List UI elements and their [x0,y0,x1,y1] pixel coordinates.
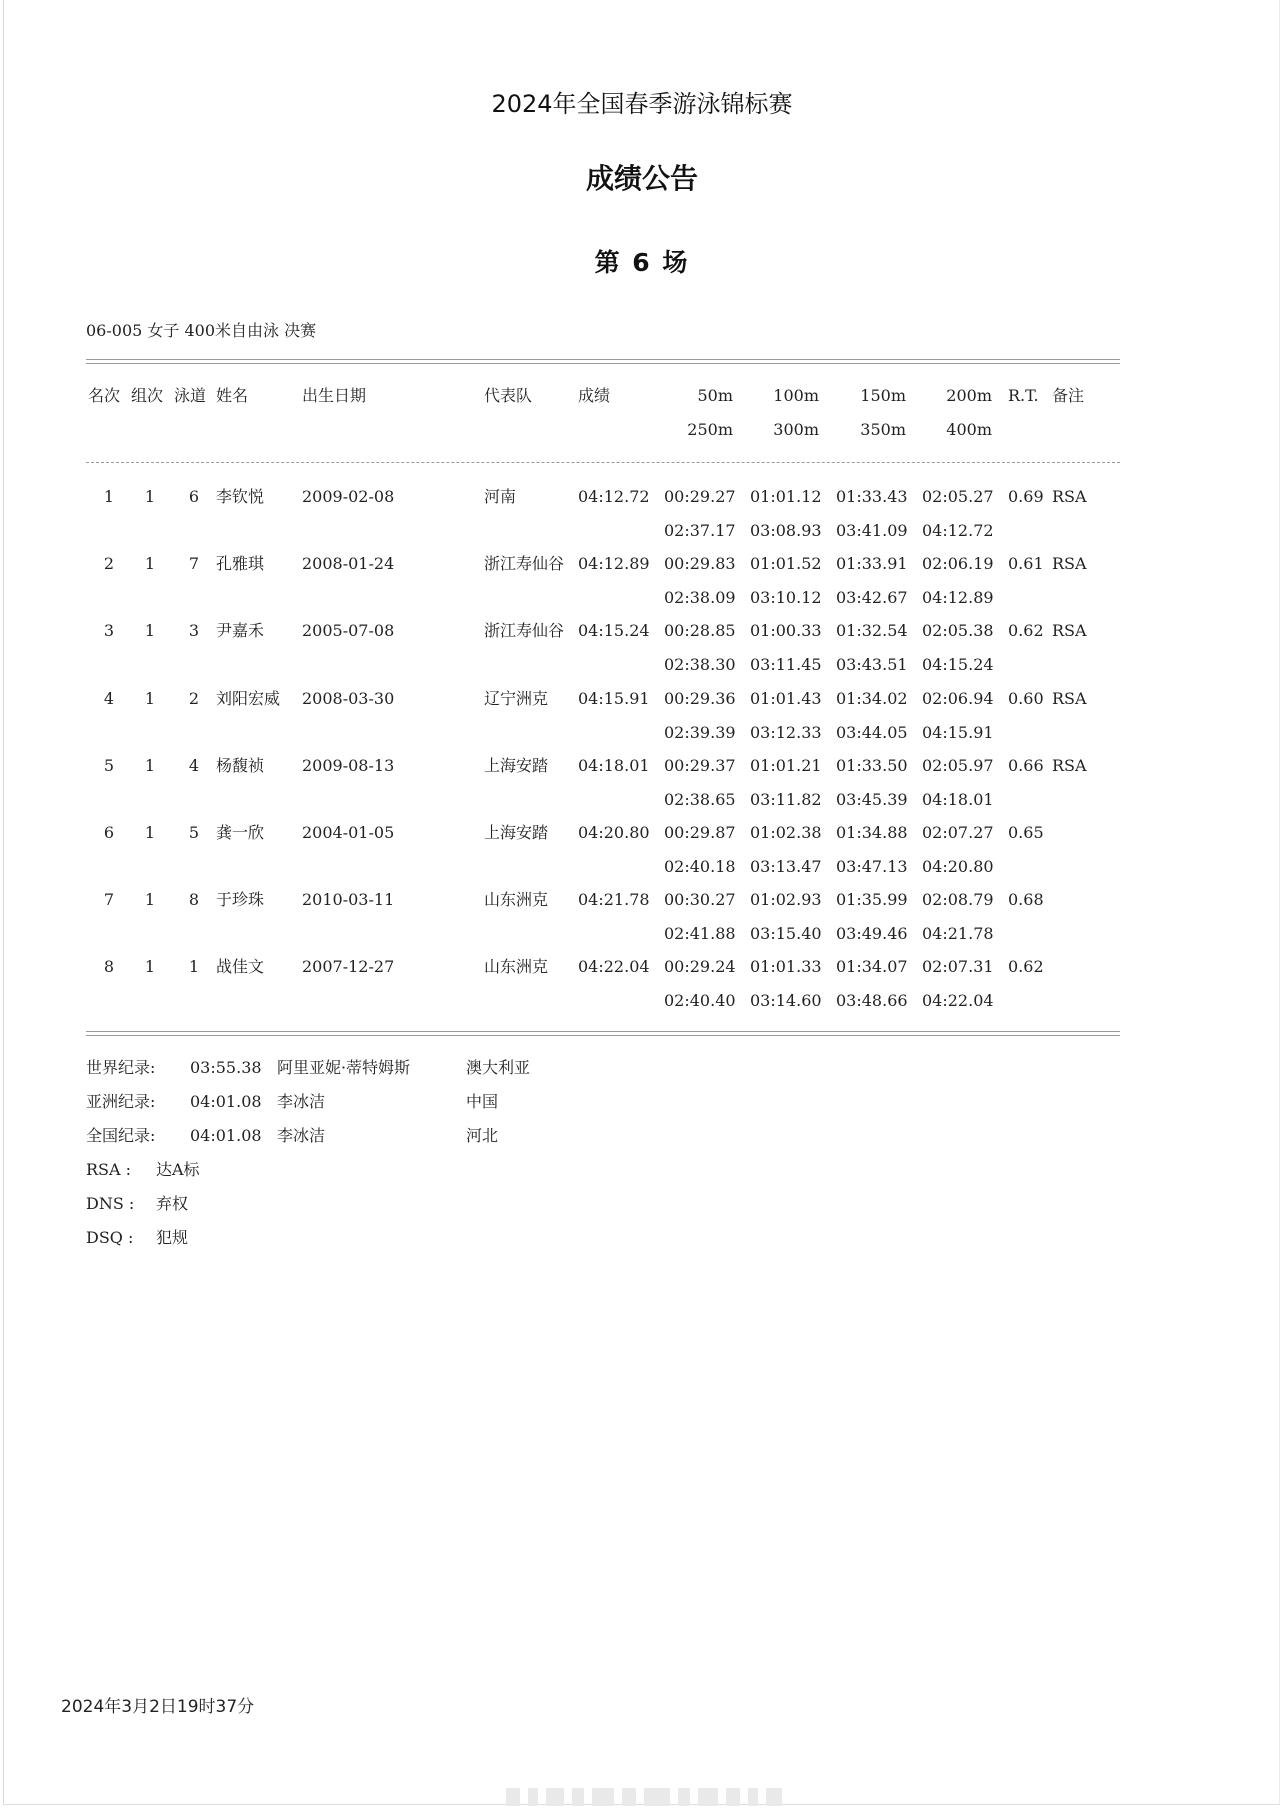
header-split-200m: 200m [946,386,992,405]
row-split-time: 04:22.04 [922,991,994,1011]
row-split-time: 03:11.45 [750,655,822,675]
row-split-time: 02:05.27 [922,487,994,506]
row-heat: 1 [144,957,156,977]
document-title: 2024年全国春季游泳锦标赛 [491,90,793,118]
header-split-300m: 300m [773,420,819,439]
row-result: 04:15.91 [578,688,650,708]
row-reaction-time: 0.61 [1008,554,1044,574]
row-split-time: 03:11.82 [750,789,822,809]
row-result: 04:18.01 [578,755,650,775]
row-split-time: 03:15.40 [750,924,822,944]
row-split-time: 04:12.72 [922,521,994,540]
scroll-tick [622,1788,636,1806]
row-split-time: 03:13.47 [750,857,822,876]
row-split-time: 02:07.27 [922,823,994,842]
row-swimmer-name: 龚一欣 [216,823,265,842]
record-team: 澳大利亚 [466,1058,531,1077]
row-split-time: 00:28.85 [664,621,736,641]
row-note: RSA [1052,487,1087,506]
row-split-time: 02:06.19 [922,554,994,574]
row-reaction-time: 0.69 [1008,487,1044,506]
scroll-tick [506,1788,520,1806]
record-holder: 李冰洁 [277,1092,326,1111]
row-birth-date: 2007-12-27 [302,957,395,977]
session-label: 第 6 场 [594,248,690,277]
row-birth-date: 2004-01-05 [302,823,395,842]
row-reaction-time: 0.62 [1008,957,1044,977]
row-split-time: 00:29.37 [664,755,736,775]
legend-code: DSQ : [86,1228,134,1247]
row-split-time: 01:33.50 [836,755,908,775]
scroll-tick [644,1788,670,1806]
row-team: 山东洲克 [484,890,549,910]
scroll-tick [726,1788,740,1806]
row-swimmer-name: 尹嘉禾 [216,621,265,641]
row-heat: 1 [144,621,156,641]
record-team: 中国 [466,1092,499,1111]
row-split-time: 00:29.83 [664,554,736,574]
record-time: 03:55.38 [190,1058,262,1077]
row-split-time: 02:37.17 [664,521,736,540]
header-split-50m: 50m [697,386,733,405]
row-split-time: 03:47.13 [836,857,908,876]
record-team: 河北 [466,1126,499,1145]
row-split-time: 01:01.12 [750,487,822,506]
row-swimmer-name: 刘阳宏威 [216,688,281,708]
record-label: 世界纪录: [86,1058,156,1077]
event-label: 06-005 女子 400米自由泳 决赛 [86,321,317,340]
header-split-400m: 400m [946,420,992,439]
row-split-time: 01:02.38 [750,823,822,842]
row-split-time: 02:38.65 [664,789,736,809]
header-lane: 泳道 [174,386,207,405]
row-swimmer-name: 杨馥祯 [216,755,265,775]
row-split-time: 01:34.88 [836,823,908,842]
row-split-time: 04:21.78 [922,924,994,944]
row-split-time: 03:48.66 [836,991,908,1011]
row-result: 04:22.04 [578,957,650,977]
row-birth-date: 2005-07-08 [302,621,395,641]
row-split-time: 04:12.89 [922,588,994,608]
row-rank: 1 [103,487,115,506]
record-label: 亚洲纪录: [86,1092,156,1111]
row-split-time: 02:07.31 [922,957,994,977]
scroll-tick [546,1788,564,1806]
scroll-tick [592,1788,614,1806]
row-team: 河南 [484,487,517,506]
legend-meaning: 达A标 [156,1160,200,1179]
row-split-time: 03:45.39 [836,789,908,809]
legend-code: DNS : [86,1194,135,1213]
header-heat: 组次 [131,386,164,405]
row-swimmer-name: 李钦悦 [216,487,265,506]
row-result: 04:21.78 [578,890,650,910]
row-heat: 1 [144,890,156,910]
row-split-time: 01:35.99 [836,890,908,910]
record-holder: 李冰洁 [277,1126,326,1145]
row-lane: 2 [188,688,200,708]
row-heat: 1 [144,554,156,574]
header-reaction-time: R.T. [1008,386,1039,405]
row-lane: 1 [188,957,200,977]
row-rank: 4 [103,688,115,708]
row-split-time: 04:20.80 [922,857,994,876]
row-lane: 4 [188,755,200,775]
row-split-time: 03:41.09 [836,521,908,540]
row-split-time: 04:15.24 [922,655,994,675]
row-split-time: 00:29.27 [664,487,736,506]
header-result: 成绩 [578,386,611,405]
row-split-time: 03:49.46 [836,924,908,944]
row-split-time: 02:05.38 [922,621,994,641]
row-reaction-time: 0.66 [1008,755,1044,775]
row-swimmer-name: 孔雅琪 [216,554,265,574]
row-split-time: 02:41.88 [664,924,736,944]
row-rank: 5 [103,755,115,775]
row-result: 04:20.80 [578,823,650,842]
row-split-time: 00:29.87 [664,823,736,842]
row-note: RSA [1052,554,1087,574]
row-note: RSA [1052,755,1087,775]
row-split-time: 01:33.43 [836,487,908,506]
row-birth-date: 2008-03-30 [302,688,395,708]
header-team: 代表队 [484,386,533,405]
record-label: 全国纪录: [86,1126,156,1145]
row-note: RSA [1052,688,1087,708]
print-timestamp: 2024年3月2日19时37分 [61,1697,255,1717]
legend-meaning: 犯规 [156,1228,189,1247]
row-rank: 8 [103,957,115,977]
row-split-time: 01:34.07 [836,957,908,977]
row-swimmer-name: 战佳文 [216,957,265,977]
row-split-time: 02:38.09 [664,588,736,608]
row-team: 上海安踏 [484,755,549,775]
row-heat: 1 [144,823,156,842]
row-split-time: 02:40.18 [664,857,736,876]
row-split-time: 03:43.51 [836,655,908,675]
row-lane: 6 [188,487,200,506]
row-lane: 3 [188,621,200,641]
row-split-time: 02:06.94 [922,688,994,708]
scroll-tick [528,1788,538,1806]
header-birth-date: 出生日期 [302,386,367,405]
row-split-time: 01:32.54 [836,621,908,641]
row-split-time: 03:42.67 [836,588,908,608]
scrollbar-ticks[interactable] [506,1788,788,1806]
scroll-tick [678,1788,690,1806]
row-split-time: 01:01.52 [750,554,822,574]
row-lane: 5 [188,823,200,842]
row-birth-date: 2009-02-08 [302,487,395,506]
row-team: 浙江寿仙谷 [484,554,565,574]
row-note: RSA [1052,621,1087,641]
row-heat: 1 [144,487,156,506]
row-lane: 7 [188,554,200,574]
row-split-time: 01:01.21 [750,755,822,775]
row-split-time: 01:34.02 [836,688,908,708]
row-result: 04:12.72 [578,487,650,506]
row-split-time: 01:33.91 [836,554,908,574]
row-heat: 1 [144,755,156,775]
row-split-time: 01:01.33 [750,957,822,977]
row-split-time: 02:38.30 [664,655,736,675]
scroll-tick [748,1788,758,1806]
row-split-time: 03:10.12 [750,588,822,608]
scroll-tick [572,1788,584,1806]
row-split-time: 02:40.40 [664,991,736,1011]
header-split-150m: 150m [860,386,906,405]
row-split-time: 00:30.27 [664,890,736,910]
header-split-250m: 250m [687,420,733,439]
header-split-100m: 100m [773,386,819,405]
row-reaction-time: 0.62 [1008,621,1044,641]
row-split-time: 01:00.33 [750,621,822,641]
legend-code: RSA : [86,1160,132,1179]
row-reaction-time: 0.68 [1008,890,1044,910]
row-swimmer-name: 于珍珠 [216,890,265,910]
row-split-time: 03:14.60 [750,991,822,1011]
row-split-time: 01:01.43 [750,688,822,708]
row-split-time: 02:08.79 [922,890,994,910]
row-team: 上海安踏 [484,823,549,842]
legend-meaning: 弃权 [156,1194,189,1213]
row-result: 04:12.89 [578,554,650,574]
header-name: 姓名 [216,386,249,405]
row-split-time: 02:05.97 [922,755,994,775]
row-split-time: 04:15.91 [922,722,994,742]
row-reaction-time: 0.60 [1008,688,1044,708]
double-rule-top [86,359,1120,364]
row-heat: 1 [144,688,156,708]
header-rule [86,462,1120,463]
row-split-time: 03:44.05 [836,722,908,742]
row-rank: 2 [103,554,115,574]
row-split-time: 04:18.01 [922,789,994,809]
row-rank: 6 [103,823,115,842]
row-rank: 3 [103,621,115,641]
header-split-350m: 350m [860,420,906,439]
scroll-tick [698,1788,718,1806]
row-team: 山东洲克 [484,957,549,977]
row-split-time: 03:08.93 [750,521,822,540]
row-birth-date: 2008-01-24 [302,554,395,574]
header-note: 备注 [1052,386,1085,405]
header-rank: 名次 [88,386,121,405]
row-split-time: 03:12.33 [750,722,822,742]
document-subtitle: 成绩公告 [585,162,698,195]
row-reaction-time: 0.65 [1008,823,1044,842]
row-result: 04:15.24 [578,621,650,641]
record-time: 04:01.08 [190,1092,262,1111]
row-rank: 7 [103,890,115,910]
row-lane: 8 [188,890,200,910]
row-team: 浙江寿仙谷 [484,621,565,641]
double-rule-bottom [86,1031,1120,1036]
row-split-time: 00:29.24 [664,957,736,977]
row-split-time: 02:39.39 [664,722,736,742]
row-team: 辽宁洲克 [484,688,549,708]
row-split-time: 01:02.93 [750,890,822,910]
row-split-time: 00:29.36 [664,688,736,708]
record-holder: 阿里亚妮·蒂特姆斯 [277,1058,411,1077]
row-birth-date: 2010-03-11 [302,890,395,910]
scroll-tick [766,1788,782,1806]
record-time: 04:01.08 [190,1126,262,1145]
row-birth-date: 2009-08-13 [302,755,395,775]
